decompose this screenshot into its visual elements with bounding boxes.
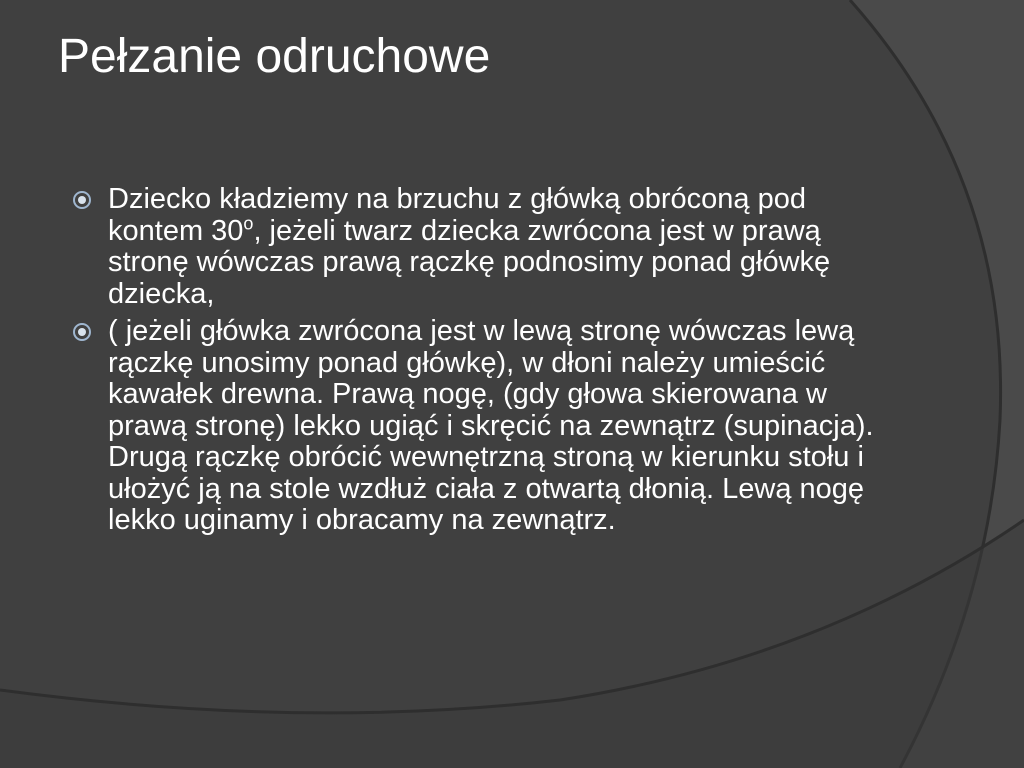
bullet-text-part: , jeżeli twarz dziecka zwrócona jest w prawą stronę wówczas prawą rączkę podnosimy ponad główkę dziecka, (108, 214, 831, 310)
bullet-list (72, 184, 892, 543)
circle-dot-bullet-icon (72, 190, 92, 210)
bullet-item (72, 184, 892, 310)
bullet-text: ( jeżeli główka zwrócona jest w lewą stronę wówczas lewą rączkę unosimy ponad główkę), w dłoni należy umieścić kawałek drewna. Prawą nogę, (gdy głowa skierowana w prawą stronę) lekko ugiąć i skręcić na zewnątrz (supinacja). Drugą rączkę obrócić wewnętrzną stroną w kierunku stołu i ułożyć ją na stole wzdłuż ciała z otwartą dłonią. Lewą nogę lekko uginamy i obracamy na zewnątrz. (108, 315, 874, 536)
slide-title: Pełzanie odruchowe (58, 30, 491, 83)
circle-dot-bullet-icon (72, 322, 92, 342)
degree-superscript: o (243, 212, 254, 233)
bullet-text (108, 183, 830, 310)
bullet-text-part: Dziecko kładziemy na brzuchu z główką obróconą pod kontem 30 (108, 183, 806, 247)
bullet-item (72, 316, 892, 537)
